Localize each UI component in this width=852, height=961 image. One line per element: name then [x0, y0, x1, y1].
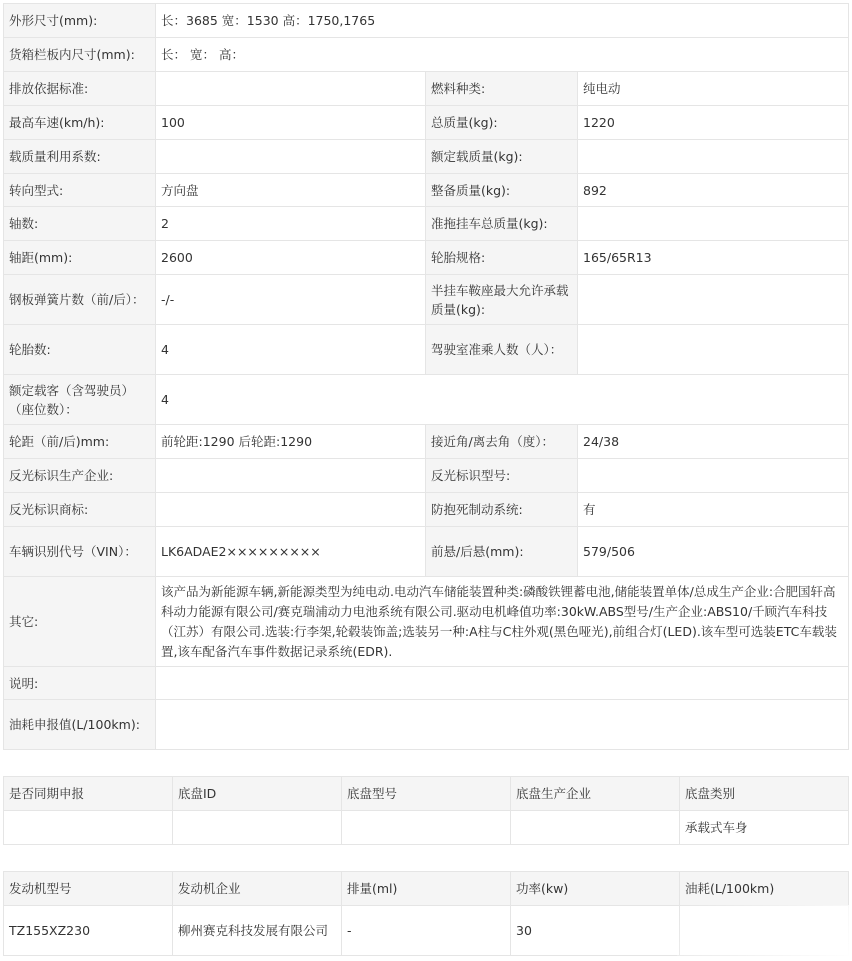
- engine-header-model: 发动机型号: [4, 872, 173, 906]
- chassis-cell-sync: [4, 811, 173, 845]
- tires-label: 轮胎数:: [4, 325, 156, 375]
- engine-cell-maker: 柳州赛克科技发展有限公司: [173, 906, 342, 956]
- chassis-cell-type: 承载式车身: [680, 811, 849, 845]
- total-mass-label: 总质量(kg):: [426, 106, 578, 140]
- semi-label: 半挂车鞍座最大允许承载质量(kg):: [426, 275, 578, 325]
- engine-header-power: 功率(kw): [511, 872, 680, 906]
- track-value: 前轮距:1290 后轮距:1290: [156, 425, 426, 459]
- engine-table: [3, 871, 849, 956]
- angle-value: 24/38: [578, 425, 849, 459]
- chassis-header-id: 底盘ID: [173, 777, 342, 811]
- spec-row-wheelbase: [4, 241, 849, 275]
- speed-label: 最高车速(km/h):: [4, 106, 156, 140]
- spec-row-track: [4, 425, 849, 459]
- engine-cell-model: TZ155XZ230: [4, 906, 173, 956]
- speed-value: 100: [156, 106, 426, 140]
- tire-spec-value: 165/65R13: [578, 241, 849, 275]
- chassis-cell-model: [342, 811, 511, 845]
- fuel-decl-label: 油耗申报值(L/100km):: [4, 700, 156, 750]
- cab-label: 驾驶室准乘人数（人）：: [426, 325, 578, 375]
- table-row: [4, 906, 849, 956]
- vehicle-spec-table: [3, 3, 849, 750]
- rated-load-value: [578, 140, 849, 174]
- steering-label: 转向型式:: [4, 174, 156, 207]
- vin-label: 车辆识别代号（VIN）：: [4, 527, 156, 577]
- trailer-label: 准拖挂车总质量(kg):: [426, 207, 578, 241]
- spec-row-speed: [4, 106, 849, 140]
- load-coef-label: 载质量利用系数:: [4, 140, 156, 174]
- chassis-header-model: 底盘型号: [342, 777, 511, 811]
- track-label: 轮距（前/后)mm:: [4, 425, 156, 459]
- spring-label: 钢板弹簧片数（前/后）：: [4, 275, 156, 325]
- spec-row-desc: [4, 667, 849, 700]
- curb-mass-value: 892: [578, 174, 849, 207]
- overhang-value: 579/506: [578, 527, 849, 577]
- axles-label: 轴数:: [4, 207, 156, 241]
- spec-row-axles: [4, 207, 849, 241]
- emission-value: [156, 72, 426, 106]
- engine-cell-displacement: -: [342, 906, 511, 956]
- reflect-model-value: [578, 459, 849, 493]
- table-row: [4, 811, 849, 845]
- cab-value: [578, 325, 849, 375]
- spec-row-fuel-decl: [4, 700, 849, 750]
- engine-header-consumption: 油耗(L/100km): [680, 872, 849, 906]
- engine-header-row: [4, 872, 849, 906]
- cargo-label: 货箱栏板内尺寸(mm):: [4, 38, 156, 72]
- seats-label: 额定载客（含驾驶员）（座位数）：: [4, 375, 156, 425]
- chassis-header-type: 底盘类别: [680, 777, 849, 811]
- trailer-value: [578, 207, 849, 241]
- chassis-cell-maker: [511, 811, 680, 845]
- tires-value: 4: [156, 325, 426, 375]
- spec-row-reflect: [4, 459, 849, 493]
- fuel-value: 纯电动: [578, 72, 849, 106]
- desc-label: 说明:: [4, 667, 156, 700]
- overhang-label: 前悬/后悬(mm):: [426, 527, 578, 577]
- engine-cell-consumption: [680, 906, 849, 956]
- chassis-table: [3, 776, 849, 845]
- semi-value: [578, 275, 849, 325]
- wheelbase-value: 2600: [156, 241, 426, 275]
- spec-row-tires: [4, 325, 849, 375]
- fuel-decl-value: [156, 700, 849, 750]
- engine-header-maker: 发动机企业: [173, 872, 342, 906]
- dims-label: 外形尺寸(mm):: [4, 4, 156, 38]
- spring-value: -/-: [156, 275, 426, 325]
- spec-row-emission: [4, 72, 849, 106]
- engine-cell-power: 30: [511, 906, 680, 956]
- load-coef-value: [156, 140, 426, 174]
- total-mass-value: 1220: [578, 106, 849, 140]
- vin-value: LK6ADAE2×××××××××: [156, 527, 426, 577]
- dims-value: 长：3685 宽：1530 高：1750,1765: [156, 4, 849, 38]
- emission-label: 排放依据标准:: [4, 72, 156, 106]
- spec-row-spring: [4, 275, 849, 325]
- reflect-brand-value: [156, 493, 426, 527]
- chassis-header-maker: 底盘生产企业: [511, 777, 680, 811]
- other-label: 其它:: [4, 577, 156, 667]
- spec-row-cargo: [4, 38, 849, 72]
- rated-load-label: 额定载质量(kg):: [426, 140, 578, 174]
- reflect-maker-label: 反光标识生产企业:: [4, 459, 156, 493]
- chassis-cell-id: [173, 811, 342, 845]
- tire-spec-label: 轮胎规格:: [426, 241, 578, 275]
- engine-header-displacement: 排量(ml): [342, 872, 511, 906]
- axles-value: 2: [156, 207, 426, 241]
- reflect-brand-label: 反光标识商标:: [4, 493, 156, 527]
- spec-row-seats: [4, 375, 849, 425]
- wheelbase-label: 轴距(mm):: [4, 241, 156, 275]
- curb-mass-label: 整备质量(kg):: [426, 174, 578, 207]
- seats-value: 4: [156, 375, 849, 425]
- chassis-header-row: [4, 777, 849, 811]
- desc-value: [156, 667, 849, 700]
- spec-row-abs: [4, 493, 849, 527]
- angle-label: 接近角/离去角（度）：: [426, 425, 578, 459]
- reflect-model-label: 反光标识型号:: [426, 459, 578, 493]
- spec-row-steering: [4, 174, 849, 207]
- abs-label: 防抱死制动系统:: [426, 493, 578, 527]
- other-value: 该产品为新能源车辆,新能源类型为纯电动.电动汽车储能装置种类:磷酸铁锂蓄电池,储能装置单体/总成生产企业:合肥国轩高科动力能源有限公司/赛克瑞浦动力电池系统有限公司.驱动电机峰值功率:30kW.ABS型号/生产企业:ABS10/千顾汽车科技（江苏）有限公司.选装:行李架,轮毂装饰盖;选装另一种:A柱与C柱外观(黑色哑光),前组合灯(LED).该车型可选装ETC车载装置,该车配备汽车事件数据记录系统(EDR).: [156, 577, 849, 667]
- spec-row-vin: [4, 527, 849, 577]
- fuel-label: 燃料种类:: [426, 72, 578, 106]
- spec-row-load: [4, 140, 849, 174]
- spec-row-dimensions: [4, 4, 849, 38]
- abs-value: 有: [578, 493, 849, 527]
- cargo-value: 长： 宽： 高：: [156, 38, 849, 72]
- steering-value: 方向盘: [156, 174, 426, 207]
- chassis-header-sync: 是否同期申报: [4, 777, 173, 811]
- reflect-maker-value: [156, 459, 426, 493]
- spec-row-other: [4, 577, 849, 667]
